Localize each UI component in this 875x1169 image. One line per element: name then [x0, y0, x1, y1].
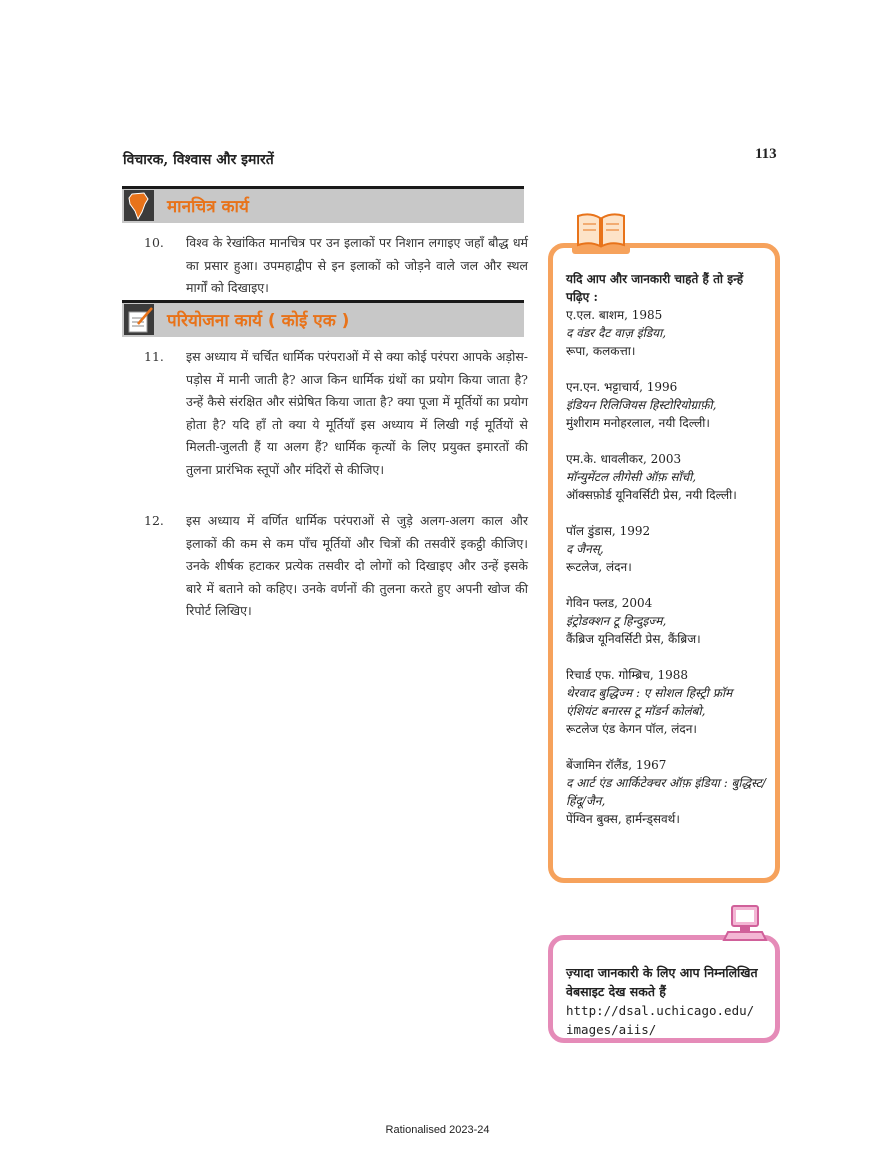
- reference-publisher: रूटलेज, लंदन।: [566, 560, 632, 574]
- reference-author: एन.एन. भट्टाचार्य, 1996: [566, 380, 678, 394]
- question-text: विश्व के रेखांकित मानचित्र पर उन इलाकों पर निशान लगाइए जहाँ बौद्ध धर्म का प्रसार हुआ। उपमहाद्वीप से इन इलाकों को जोड़ने वाले जल और स्थल मार्गों को दिखाइए।: [186, 235, 528, 295]
- reference-publisher: मुंशीराम मनोहरलाल, नयी दिल्ली।: [566, 416, 710, 430]
- further-reading-box: [548, 243, 780, 883]
- reference-author: ए.एल. बाशम, 1985: [566, 308, 663, 322]
- website-url[interactable]: http://dsal.uchicago.edu/ images/aiis/: [566, 1003, 755, 1037]
- reference-title: इंट्रोडक्शन टू हिन्दुइज्म,: [566, 614, 667, 628]
- reference-publisher: कैंब्रिज यूनिवर्सिटी प्रेस, कैंब्रिज।: [566, 632, 701, 646]
- reference-item: [566, 594, 766, 648]
- reference-title: द जैनस्,: [566, 542, 604, 556]
- reference-title: द आर्ट एंड आर्किटेक्चर ऑफ़ इंडिया : बुद्धिस्ट/हिंदू/जैन,: [566, 776, 766, 808]
- reference-author: गेविन फ्लड, 2004: [566, 596, 653, 610]
- pencil-paper-icon: [124, 304, 154, 335]
- reference-title: मॉन्युमेंटल लीगेसी ऑफ़ साँची,: [566, 470, 697, 484]
- question-12: [122, 510, 528, 623]
- question-text: इस अध्याय में वर्णित धार्मिक परंपराओं से जुड़े अलग-अलग काल और इलाकों की कम से कम पाँच मूर्तियों और चित्रों की तसवीरें इकट्ठी कीजिए। उनके शीर्षक हटाकर प्रत्येक तसवीर दो लोगों को दिखाइए और उन्हें इसके बारे में बताने को कहिए। उनके वर्णनों की तुलना करते हुए अपनी खोज की रिपोर्ट लिखिए।: [186, 513, 528, 618]
- running-header-title: विचारक, विश्वास और इमारतें: [123, 152, 274, 168]
- reference-title: द वंडर दैट वाज़ इंडिया,: [566, 326, 667, 340]
- section-bar-map-work: [122, 186, 524, 223]
- reference-item: [566, 450, 766, 504]
- reference-author: एम.के. धावलीकर, 2003: [566, 452, 682, 466]
- further-reading-heading: यदि आप और जानकारी चाहते हैं तो इन्हें पढ़िए :: [566, 272, 744, 304]
- question-number: 12.: [144, 513, 164, 528]
- open-book-icon: [570, 210, 632, 260]
- reference-item: [566, 522, 766, 576]
- question-number: 10.: [144, 235, 164, 250]
- reference-item: [566, 756, 766, 828]
- section-bar-project-work: [122, 300, 524, 337]
- question-11: [122, 346, 528, 481]
- section-title-map-work: मानचित्र कार्य: [167, 197, 249, 217]
- website-intro-text: ज़्यादा जानकारी के लिए आप निम्नलिखित वेबसाइट देख सकते हैं: [566, 965, 758, 999]
- page-number: 113: [755, 146, 777, 162]
- reference-author: बेंजामिन रॉलैंड, 1967: [566, 758, 667, 772]
- footer-text: Rationalised 2023-24: [385, 1124, 490, 1136]
- reference-publisher: ऑक्सफ़ोर्ड यूनिवर्सिटी प्रेस, नयी दिल्ली।: [566, 488, 737, 502]
- question-number: 11.: [144, 349, 164, 364]
- question-text: इस अध्याय में चर्चित धार्मिक परंपराओं में से क्या कोई परंपरा आपके अड़ोस-पड़ोस में मानी जाती है? आज किन धार्मिक ग्रंथों का प्रयोग किया जाता है? उन्हें कैसे संरक्षित और संप्रेषित किया जाता है? क्या पूजा में मूर्तियों का प्रयोग होता है? यदि हाँ तो क्या ये मूर्तियाँ इस अध्याय में लिखी गई मूर्तियों से मिलती-जुलती हैं या अलग हैं? धार्मिक कृत्यों के लिए प्रयुक्त इमारतों की तुलना प्रारंभिक स्तूपों और मंदिरों से कीजिए।: [186, 349, 528, 477]
- reference-author: पॉल डुंडास, 1992: [566, 524, 651, 538]
- reference-item: [566, 378, 766, 432]
- reference-author: रिचार्ड एफ. गोम्ब्रिच, 1988: [566, 668, 689, 682]
- reference-item: [566, 306, 766, 360]
- reference-publisher: पेंग्विन बुक्स, हार्मन्ड्सवर्थ।: [566, 812, 680, 826]
- reference-publisher: रूपा, कलकत्ता।: [566, 344, 636, 358]
- computer-icon: [722, 904, 768, 952]
- reference-title: इंडियन रिलिजियस हिस्टोरियोग्राफ़ी,: [566, 398, 717, 412]
- question-10: [122, 232, 528, 300]
- reference-title: थेरवाद बुद्धिज्म : ए सोशल हिस्ट्री फ्रॉम एंशियंट बनारस टू मॉडर्न कोलंबो,: [566, 686, 733, 718]
- reference-publisher: रूटलेज एंड केगन पॉल, लंदन।: [566, 722, 697, 736]
- map-icon: [124, 190, 154, 221]
- section-title-project-work: परियोजना कार्य ( कोई एक ): [167, 311, 350, 331]
- reference-item: [566, 666, 766, 738]
